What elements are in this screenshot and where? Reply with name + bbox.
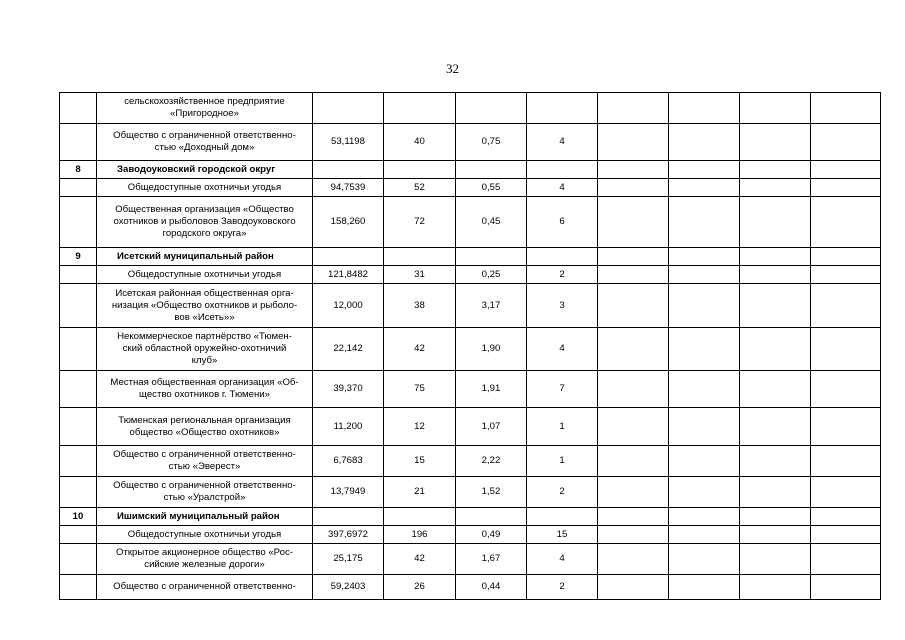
empty-cell <box>811 408 881 446</box>
empty-cell <box>456 161 527 179</box>
empty-cell <box>811 93 881 124</box>
organization-name-cell: сельскохозяйственное предприятие «Пригородное» <box>97 93 313 124</box>
empty-cell <box>811 124 881 161</box>
value-cell: 42 <box>384 328 456 371</box>
count-cell: 1 <box>527 446 598 477</box>
empty-cell <box>811 508 881 526</box>
empty-cell <box>384 161 456 179</box>
organization-name-cell: Общественная организация «Общество охотников и рыболовов Заводоуковского городского округа» <box>97 197 313 248</box>
organization-name-cell: Общество с ограниченной ответственно- <box>97 575 313 600</box>
section-title-cell: Исетский муниципальный район <box>97 248 313 266</box>
empty-cell <box>456 508 527 526</box>
empty-cell <box>669 575 740 600</box>
empty-cell <box>811 371 881 408</box>
empty-cell <box>740 446 811 477</box>
empty-cell <box>740 477 811 508</box>
count-cell: 4 <box>527 544 598 575</box>
table-row <box>60 197 881 248</box>
value-cell: 40 <box>384 124 456 161</box>
table-row <box>60 284 881 328</box>
table-row <box>60 93 881 124</box>
area-cell: 397,6972 <box>313 526 384 544</box>
empty-cell <box>598 477 669 508</box>
organization-name-cell: Исетская районная общественная орга- низация «Общество охотников и рыболо- вов «Исеть»» <box>97 284 313 328</box>
empty-cell <box>811 248 881 266</box>
empty-cell <box>811 446 881 477</box>
empty-cell <box>811 544 881 575</box>
value-cell: 0,49 <box>456 526 527 544</box>
value-cell: 15 <box>384 446 456 477</box>
empty-cell <box>669 197 740 248</box>
value-cell: 1,90 <box>456 328 527 371</box>
empty-cell <box>598 248 669 266</box>
count-cell: 1 <box>527 408 598 446</box>
value-cell: 31 <box>384 266 456 284</box>
value-cell: 52 <box>384 179 456 197</box>
empty-cell <box>527 248 598 266</box>
empty-cell <box>598 328 669 371</box>
empty-cell <box>598 179 669 197</box>
empty-cell <box>740 575 811 600</box>
organization-name-cell: Местная общественная организация «Об- щество охотников г. Тюмени» <box>97 371 313 408</box>
section-title-cell: Заводоуковский городской округ <box>97 161 313 179</box>
organization-name-cell: Открытое акционерное общество «Рос- сийские железные дороги» <box>97 544 313 575</box>
empty-cell <box>669 248 740 266</box>
value-cell: 196 <box>384 526 456 544</box>
count-cell: 2 <box>527 575 598 600</box>
organization-name-cell: Общедоступные охотничьи угодья <box>97 526 313 544</box>
empty-cell <box>598 371 669 408</box>
empty-cell <box>811 266 881 284</box>
value-cell: 12 <box>384 408 456 446</box>
empty-cell <box>740 526 811 544</box>
value-cell <box>456 93 527 124</box>
count-cell: 6 <box>527 197 598 248</box>
table-row <box>60 266 881 284</box>
count-cell: 2 <box>527 266 598 284</box>
area-cell: 11,200 <box>313 408 384 446</box>
organization-name-cell: Общество с ограниченной ответственно- стью «Доходный дом» <box>97 124 313 161</box>
empty-cell <box>313 508 384 526</box>
value-cell: 0,75 <box>456 124 527 161</box>
row-number-cell <box>60 197 97 248</box>
empty-cell <box>740 328 811 371</box>
empty-cell <box>811 161 881 179</box>
empty-cell <box>384 248 456 266</box>
empty-cell <box>527 508 598 526</box>
organization-name-cell: Некоммерческое партнёрство «Тюмен- ский областной оружейно-охотничий клуб» <box>97 328 313 371</box>
empty-cell <box>313 161 384 179</box>
empty-cell <box>669 284 740 328</box>
area-cell: 53,1198 <box>313 124 384 161</box>
row-number-cell <box>60 526 97 544</box>
area-cell: 13,7949 <box>313 477 384 508</box>
empty-cell <box>669 477 740 508</box>
empty-cell <box>669 179 740 197</box>
empty-cell <box>740 508 811 526</box>
section-row <box>60 161 881 179</box>
empty-cell <box>740 544 811 575</box>
empty-cell <box>740 93 811 124</box>
organization-name-cell: Общедоступные охотничьи угодья <box>97 179 313 197</box>
empty-cell <box>740 284 811 328</box>
empty-cell <box>811 328 881 371</box>
organization-name-cell: Общедоступные охотничьи угодья <box>97 266 313 284</box>
row-number-cell <box>60 93 97 124</box>
area-cell: 121,8482 <box>313 266 384 284</box>
area-cell: 39,370 <box>313 371 384 408</box>
empty-cell <box>740 371 811 408</box>
row-number-cell <box>60 284 97 328</box>
table-row <box>60 124 881 161</box>
value-cell: 0,44 <box>456 575 527 600</box>
empty-cell <box>669 544 740 575</box>
table-row <box>60 477 881 508</box>
table-row <box>60 446 881 477</box>
empty-cell <box>598 526 669 544</box>
empty-cell <box>669 408 740 446</box>
value-cell: 0,45 <box>456 197 527 248</box>
empty-cell <box>598 446 669 477</box>
empty-cell <box>811 179 881 197</box>
count-cell: 4 <box>527 179 598 197</box>
row-number-cell <box>60 477 97 508</box>
row-number-cell <box>60 408 97 446</box>
table-row <box>60 544 881 575</box>
empty-cell <box>669 266 740 284</box>
empty-cell <box>598 508 669 526</box>
row-number-cell <box>60 124 97 161</box>
empty-cell <box>313 248 384 266</box>
empty-cell <box>811 575 881 600</box>
table-row <box>60 179 881 197</box>
value-cell: 38 <box>384 284 456 328</box>
table-row <box>60 408 881 446</box>
area-cell <box>313 93 384 124</box>
area-cell: 6,7683 <box>313 446 384 477</box>
page-number: 32 <box>446 61 459 76</box>
empty-cell <box>669 446 740 477</box>
empty-cell <box>598 93 669 124</box>
empty-cell <box>598 197 669 248</box>
count-cell: 15 <box>527 526 598 544</box>
area-cell: 59,2403 <box>313 575 384 600</box>
empty-cell <box>740 124 811 161</box>
empty-cell <box>740 266 811 284</box>
area-cell: 22,142 <box>313 328 384 371</box>
empty-cell <box>598 124 669 161</box>
value-cell: 1,52 <box>456 477 527 508</box>
empty-cell <box>598 408 669 446</box>
value-cell: 1,07 <box>456 408 527 446</box>
row-number-cell <box>60 446 97 477</box>
empty-cell <box>384 508 456 526</box>
table-body <box>60 93 881 600</box>
row-number-cell: 8 <box>60 161 97 179</box>
empty-cell <box>811 284 881 328</box>
value-cell: 2,22 <box>456 446 527 477</box>
empty-cell <box>669 93 740 124</box>
row-number-cell: 10 <box>60 508 97 526</box>
value-cell: 1,67 <box>456 544 527 575</box>
count-cell: 2 <box>527 477 598 508</box>
row-number-cell: 9 <box>60 248 97 266</box>
row-number-cell <box>60 179 97 197</box>
empty-cell <box>740 248 811 266</box>
empty-cell <box>811 197 881 248</box>
value-cell: 0,55 <box>456 179 527 197</box>
value-cell: 21 <box>384 477 456 508</box>
empty-cell <box>669 124 740 161</box>
row-number-cell <box>60 544 97 575</box>
area-cell: 12,000 <box>313 284 384 328</box>
empty-cell <box>811 526 881 544</box>
row-number-cell <box>60 371 97 408</box>
value-cell <box>384 93 456 124</box>
organization-name-cell: Общество с ограниченной ответственно- стью «Уралстрой» <box>97 477 313 508</box>
empty-cell <box>669 328 740 371</box>
row-number-cell <box>60 328 97 371</box>
empty-cell <box>456 248 527 266</box>
value-cell: 3,17 <box>456 284 527 328</box>
empty-cell <box>669 526 740 544</box>
empty-cell <box>598 544 669 575</box>
empty-cell <box>527 161 598 179</box>
value-cell: 1,91 <box>456 371 527 408</box>
value-cell: 42 <box>384 544 456 575</box>
section-title-cell: Ишимский муниципальный район <box>97 508 313 526</box>
section-row <box>60 508 881 526</box>
empty-cell <box>598 284 669 328</box>
area-cell: 158,260 <box>313 197 384 248</box>
value-cell: 75 <box>384 371 456 408</box>
empty-cell <box>598 575 669 600</box>
document-table <box>59 92 881 600</box>
count-cell <box>527 93 598 124</box>
empty-cell <box>811 477 881 508</box>
table-row <box>60 526 881 544</box>
empty-cell <box>669 161 740 179</box>
count-cell: 7 <box>527 371 598 408</box>
table-row <box>60 371 881 408</box>
area-cell: 25,175 <box>313 544 384 575</box>
empty-cell <box>740 179 811 197</box>
empty-cell <box>598 161 669 179</box>
row-number-cell <box>60 575 97 600</box>
empty-cell <box>740 408 811 446</box>
organization-name-cell: Общество с ограниченной ответственно- стью «Эверест» <box>97 446 313 477</box>
area-cell: 94,7539 <box>313 179 384 197</box>
empty-cell <box>598 266 669 284</box>
empty-cell <box>740 197 811 248</box>
value-cell: 26 <box>384 575 456 600</box>
table-row <box>60 575 881 600</box>
count-cell: 4 <box>527 124 598 161</box>
row-number-cell <box>60 266 97 284</box>
empty-cell <box>669 371 740 408</box>
section-row <box>60 248 881 266</box>
empty-cell <box>669 508 740 526</box>
value-cell: 0,25 <box>456 266 527 284</box>
empty-cell <box>740 161 811 179</box>
count-cell: 4 <box>527 328 598 371</box>
count-cell: 3 <box>527 284 598 328</box>
table-row <box>60 328 881 371</box>
value-cell: 72 <box>384 197 456 248</box>
organization-name-cell: Тюменская региональная организация общество «Общество охотников» <box>97 408 313 446</box>
